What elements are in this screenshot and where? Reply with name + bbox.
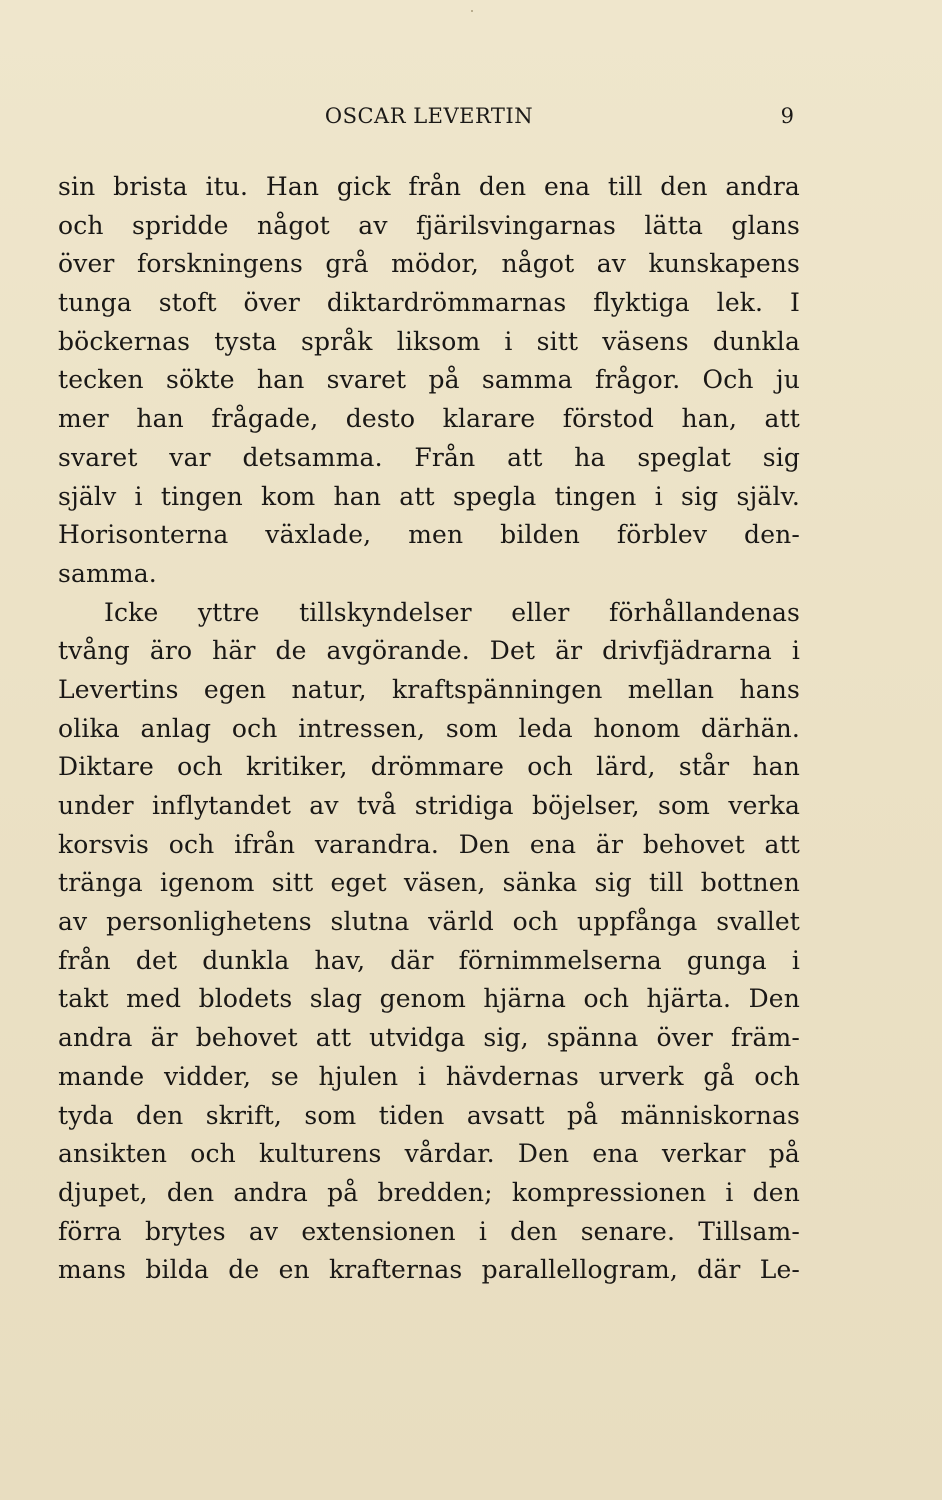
- text-line: takt med blodets slag genom hjärna och hjärta. Den: [58, 984, 800, 1014]
- text-line: Horisonterna växlade, men bilden förblev den-: [58, 520, 800, 550]
- text-line: tyda den skrift, som tiden avsatt på människornas: [58, 1100, 800, 1130]
- running-head: OSCAR LEVERTIN: [324, 104, 534, 128]
- text-line: förra brytes av extensionen i den senare. Tillsam-: [58, 1216, 800, 1246]
- text-line: korsvis och ifrån varandra. Den ena är behovet att: [58, 829, 800, 859]
- text-line: tvång äro här de avgörande. Det är drivfjädrarna i: [58, 636, 800, 666]
- text-line: ansikten och kulturens vårdar. Den ena verkar på: [58, 1139, 800, 1169]
- paper-speck: [471, 10, 473, 12]
- text-line: själv i tingen kom han att spegla tingen i sig själv.: [58, 481, 800, 511]
- text-line: under inflytandet av två stridiga böjelser, som verka: [58, 791, 800, 820]
- body-text: [58, 168, 800, 1290]
- text-line: tränga igenom sitt eget väsen, sänka sig till bottnen: [58, 868, 800, 898]
- page-header: [58, 100, 800, 136]
- text-line: från det dunkla hav, där förnimmelserna gunga i: [58, 945, 800, 975]
- text-line: tunga stoft över diktardrömmarnas flyktiga lek. I: [58, 288, 800, 318]
- text-line: sin brista itu. Han gick från den ena till den andra: [58, 172, 800, 201]
- text-line: djupet, den andra på bredden; kompressionen i den: [58, 1177, 800, 1207]
- text-line: Diktare och kritiker, drömmare och lärd, står han: [58, 752, 800, 782]
- text-line: böckernas tysta språk liksom i sitt väsens dunkla: [58, 326, 800, 356]
- page-number: 9: [780, 104, 794, 128]
- text-line: mande vidder, se hjulen i hävdernas urverk gå och: [58, 1061, 800, 1091]
- paragraph-start-line: Icke yttre tillskyndelser eller förhållandenas: [104, 597, 800, 627]
- text-line: mer han frågade, desto klarare förstod han, att: [58, 404, 800, 434]
- text-line: Levertins egen natur, kraftspänningen mellan hans: [58, 674, 800, 704]
- text-line: över forskningens grå mödor, något av kunskapens: [58, 249, 800, 279]
- text-line: och spridde något av fjärilsvingarnas lätta glans: [58, 210, 800, 240]
- text-line: svaret var detsamma. Från att ha speglat sig: [58, 442, 800, 472]
- text-line: olika anlag och intressen, som leda honom därhän.: [58, 713, 800, 743]
- text-line: av personlighetens slutna värld och uppfånga svallet: [58, 907, 800, 937]
- text-line: mans bilda de en krafternas parallellogram, där Le-: [58, 1255, 800, 1285]
- text-line: tecken sökte han svaret på samma frågor. Och ju: [58, 365, 800, 395]
- paragraph-end-line: samma.: [58, 558, 157, 588]
- text-line: andra är behovet att utvidga sig, spänna över främ-: [58, 1023, 800, 1053]
